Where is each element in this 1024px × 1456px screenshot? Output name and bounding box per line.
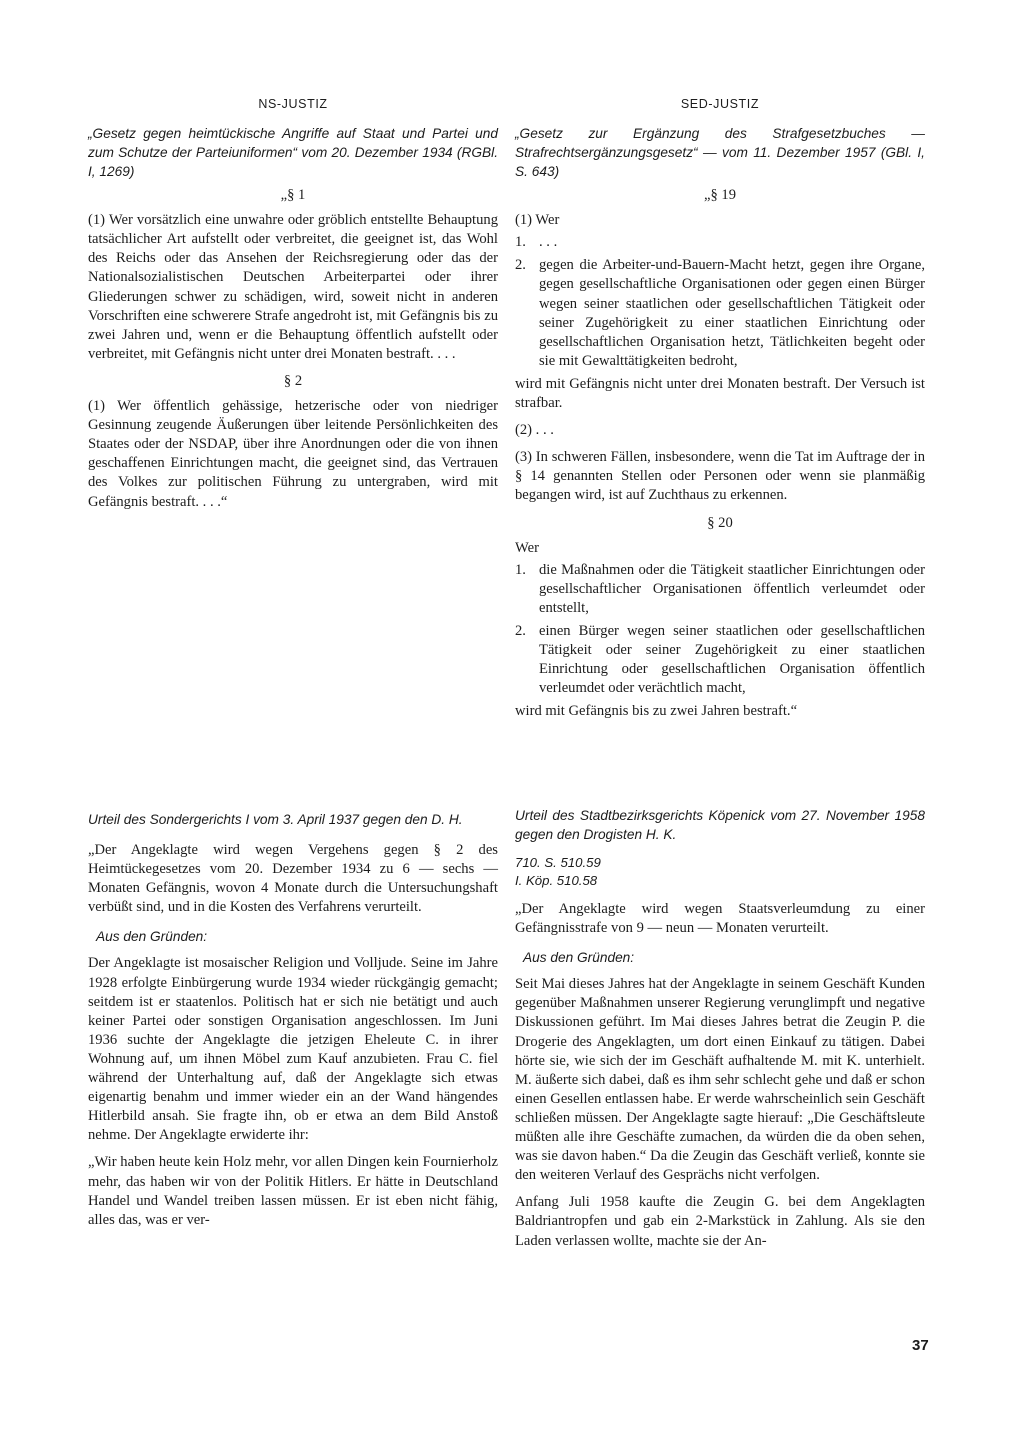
ns-grounds-heading: Aus den Gründen: (96, 929, 208, 945)
item-text: . . . (539, 234, 558, 251)
item-text: einen Bürger wegen seiner staatlichen oder gesellschaftlichen Tätigkeit oder seiner Zugehörigkeit zu einer staatlichen Einrichtung oder gesellschaftlichen Organisation öffentlich verleumdet oder verächtlich macht, (539, 622, 925, 697)
sed-section-20-intro: Wer (515, 539, 539, 556)
sed-case-references (515, 854, 925, 890)
sed-law-column (515, 95, 925, 729)
item-text: die Maßnahmen oder die Tätigkeit staatlicher Einrichtungen oder gesellschaftlicher Organisationen öffentlich verleumdet oder entstellt, (539, 561, 925, 616)
ns-grounds-paragraph: Der Angeklagte ist mosaischer Religion und Volljude. Seine im Jahre 1928 erfolgte Einbürgerung wurde 1934 wieder rückgängig gemacht; seitdem ist er staatenlos. Politisch hat er sich nie betätigt und auch keiner Partei oder sonstigen Organisation angeschlossen. Im Juni 1936 suchte der Angeklagte die jetzigen Eheleute C. in ihrer Wohnung auf, um ihnen Möbel zum Kauf anzubieten. Frau C. fiel während der Unterhaltung auf, daß der Angeklagte sich etwas eigenartig benahm und immer wieder ein an der Wand hängendes Hitlerbild ansah. Sie fragte ihn, ob er etwa an dem Bild Anstoß nehme. Der Angeklagte erwiderte ihr: (88, 955, 498, 1144)
sed-section-20-heading: § 20 (707, 514, 733, 531)
sed-section-20-item (515, 561, 925, 618)
sed-verdict-paragraph: „Der Angeklagte wird wegen Staatsverleumdung zu einer Gefängnisstrafe von 9 — neun — Monaten verurteilt. (515, 901, 925, 937)
item-number: 1. (515, 234, 526, 251)
case-reference: I. Köp. 510.58 (515, 873, 598, 888)
ns-section-2-heading: § 2 (283, 372, 303, 389)
item-number: 2. (515, 257, 526, 274)
sed-section-19-item (515, 256, 925, 371)
item-text: gegen die Arbeiter-und-Bauern-Macht hetzt, gegen ihre Organe, gegen gesellschaftliche Organisationen oder gegen einen Bürger wegen seiner staatlichen oder gesellschaftlichen Tätigkeit oder seiner Zugehörigkeit zu einer staatlichen Einrichtung oder gesellschaftlichen Organisation hetzt, Tätlichkeiten begeht oder sie mit Gewalttätigkeiten bedroht, (539, 257, 925, 369)
item-number: 2. (515, 622, 526, 639)
sed-grounds-paragraph: Seit Mai dieses Jahres hat der Angeklagte in seinem Geschäft Kunden gegenüber Maßnahmen unserer Regierung verunglimpft und negative Diskussionen geführt. Im Mai dieses Jahres betrat die Zeugin P. die Drogerie des Angeklagten, um dort einen Einkauf zu tätigen. Dabei hörte sie, wie sich der im Geschäft aufhaltende M. mit K. unterhielt. M. äußerte sich dabei, daß es ihm sehr schlecht gehe und daß er schon einen Gesellen entlassen habe. Er werde wahrscheinlich sein Geschäft schließen müssen. Der Angeklagte sagte hierauf: „Die Geschäftsleute müßten alle ihre Geschäfte zumachen, da würden die da oben sehen, was sie davon haben.“ Da die Zeugin das Geschäft verließ, konnte sie den weiteren Verlauf des Gesprächs nicht verfolgen. (515, 976, 925, 1184)
ns-law-title: „Gesetz gegen heimtückische Angriffe auf Staat und Partei und zum Schutze der Parteiuniformen“ vom 20. Dezember 1934 (RGBl. I, 1269) (88, 126, 498, 180)
item-number: 1. (515, 561, 526, 578)
ns-verdict-paragraph: „Der Angeklagte wird wegen Vergehens gegen § 2 des Heimtückegesetzes vom 20. Dezember 1934 zu 6 — sechs — Monaten Gefängnis, wovon 4 Monate durch die Untersuchungshaft verbüßt sind, und in die Kosten des Verfahrens verurteilt. (88, 842, 498, 916)
ns-column-header: NS-JUSTIZ (258, 97, 328, 111)
sed-verdict-title: Urteil des Stadtbezirksgerichts Köpenick vom 27. November 1958 gegen den Drogisten H. K. (515, 808, 925, 842)
sed-law-title: „Gesetz zur Ergänzung des Strafgesetzbuches — Strafrechtsergänzungsgesetz“ — vom 11. Dezember 1957 (GBl. I, S. 643) (515, 126, 925, 180)
sed-grounds-paragraph: Anfang Juli 1958 kaufte die Zeugin G. bei dem Angeklagten Baldriantropfen und gab ein 2-Markstück in Zahlung. Als sie den Laden verlassen wollte, machte sie der An- (515, 1194, 925, 1249)
sed-section-19-penalty: wird mit Gefängnis nicht unter drei Monaten bestraft. Der Versuch ist strafbar. (515, 375, 925, 412)
sed-grounds-heading: Aus den Gründen: (523, 950, 635, 966)
sed-section-19-item (515, 233, 925, 252)
ns-verdict-column (88, 810, 498, 1238)
sed-verdict-column (515, 806, 925, 1259)
ns-section-1-paragraph: (1) Wer vorsätzlich eine unwahre oder gröblich entstellte Behauptung tatsächlicher Art aufstellt oder verbreitet, die geeignet ist, das Wohl des Reichs oder das Ansehen der Reichsregierung oder das der Nationalsozialistischen Deutschen Arbeiterpartei oder ihrer Gliederungen schwer zu schädigen, wird, soweit nicht in anderen Vorschriften eine schwerere Strafe angedroht ist, mit Gefängnis bis zu zwei Jahren und, wenn er die Behauptung öffentlich aufstellt oder verbreitet, mit Gefängnis nicht unter drei Monaten bestraft. . . . (88, 212, 498, 362)
ns-section-2-paragraph: (1) Wer öffentlich gehässige, hetzerische oder von niedriger Gesinnung zeugende Äußerungen über leitende Persönlichkeiten des Staates oder der NSDAP, über ihre Anordnungen oder die von ihnen geschaffenen Einrichtungen macht, die geeignet sind, das Vertrauen des Volkes zur politischen Führung zu untergraben, wird mit Gefängnis bestraft. . . .“ (88, 398, 498, 510)
sed-section-19-paragraph-3: (3) In schweren Fällen, insbesondere, wenn die Tat im Auftrage der in § 14 genannten Stellen oder Personen oder wenn sie planmäßig begangen wird, ist auf Zuchthaus zu erkennen. (515, 449, 925, 504)
ns-section-1-heading: „§ 1 (280, 187, 306, 204)
sed-section-20-penalty: wird mit Gefängnis bis zu zwei Jahren bestraft.“ (515, 703, 798, 720)
ns-law-column (88, 95, 498, 520)
sed-section-19-intro: (1) Wer (515, 212, 560, 229)
page-number: 37 (912, 1337, 929, 1354)
sed-section-19-paragraph-2: (2) . . . (515, 422, 554, 439)
case-reference: 710. S. 510.59 (515, 855, 601, 870)
ns-verdict-title: Urteil des Sondergerichts I vom 3. April 1937 gegen den D. H. (88, 812, 463, 827)
sed-section-20-item (515, 622, 925, 698)
sed-column-header: SED-JUSTIZ (680, 97, 760, 111)
sed-section-19-heading: „§ 19 (703, 187, 737, 204)
ns-grounds-paragraph: „Wir haben heute kein Holz mehr, vor allen Dingen kein Fournierholz mehr, das haben wir von der Politik Hitlers. Er hätte in Deutschland Handel und Wandel treiben lassen müssen. Er ist eben nicht fähig, alles das, was er ver- (88, 1154, 498, 1228)
